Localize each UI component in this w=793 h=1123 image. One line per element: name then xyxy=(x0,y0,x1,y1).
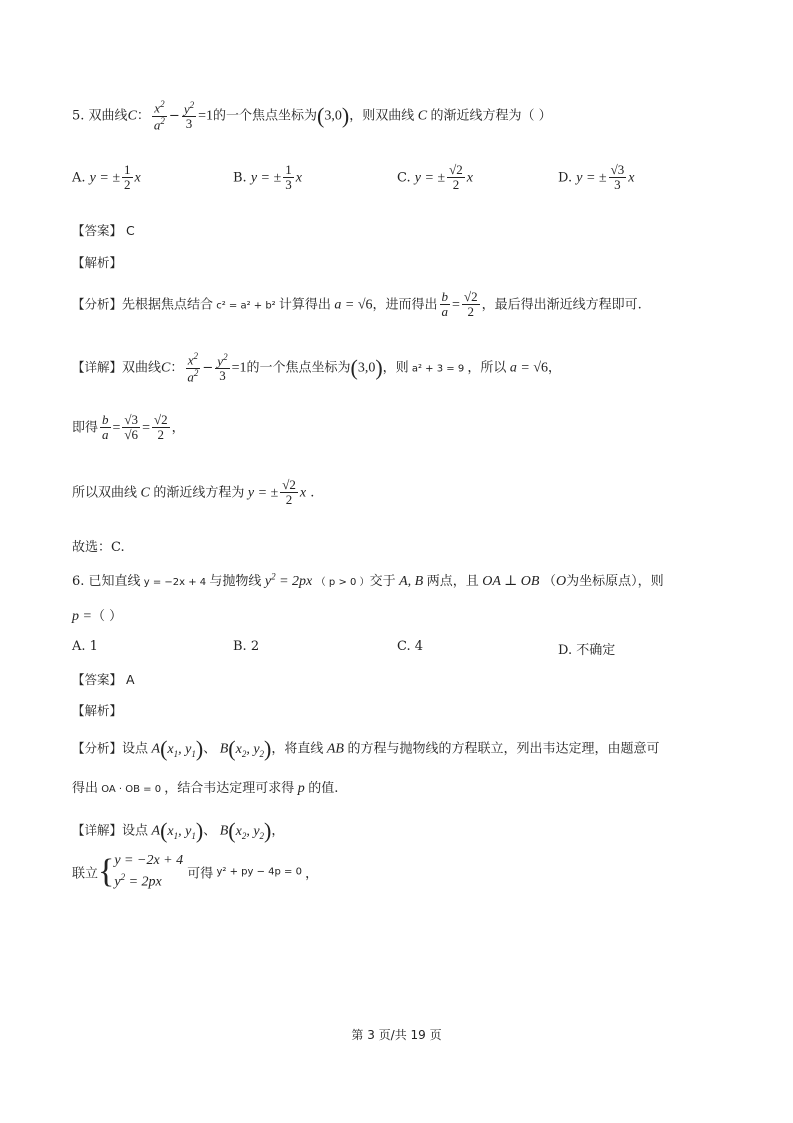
q6-number: 6. xyxy=(72,574,85,589)
q6-fenxi-2: 得出 OA · OB = 0 ，结合韦达定理可求得 p 的值. xyxy=(72,781,339,796)
q5-analysis-label: 【解析】 xyxy=(72,255,123,270)
q6-stem: 6. 已知直线 y = −2x + 4 与抛物线 $y^2 = 2px$ （ p > 0 ）交于 A, B 两点，且 OA ⊥ OB （O为坐标原点），则 xyxy=(72,571,664,589)
q5-option-a: A. y = ± $\frac{1}{2}$ x xyxy=(72,162,141,193)
q6-stem-2: p =（ ） xyxy=(72,609,123,624)
q5-fenxi: 【分析】先根据焦点结合 c² = a² + b² 计算得出 a = √6，进而得出 $\frac{b}{a}$ = $\frac{√2}{2}$ ，最后得出渐近线方程即可. xyxy=(72,289,642,320)
q6-answer: 【答案】 A xyxy=(72,672,135,687)
q6-fenxi: 【分析】设点 $A(x_1$, $y_1$)、 $B(x_2$, $y_2$)，将直线 AB 的方程与抛物线的方程联立，列出韦达定理，由题意可 xyxy=(72,736,660,761)
q6-xiangjie: 【详解】设点 $A(x_1$, $y_1$)、 $B(x_2$, $y_2$)， xyxy=(72,818,285,843)
q5-answer: 【答案】 C xyxy=(72,223,135,238)
page-footer: 第 3 页/共 19 页 xyxy=(351,1028,442,1042)
q6-option-b: B. 2 xyxy=(233,639,260,654)
q6-lianli: 联立{ y = −2x + 4 $y^2 = 2px$ 可得 y² + py − 4p = 0 ， xyxy=(72,853,319,891)
q5-option-c: C. y = ± $\frac{√2}{2}$ x xyxy=(397,162,473,193)
q6-option-a: A. 1 xyxy=(72,639,98,654)
q5-suoyi: 所以双曲线 C 的渐近线方程为 y = ± $\frac{√2}{2}$ x . xyxy=(72,477,315,508)
q5-guxuan: 故选：C. xyxy=(72,540,125,555)
q5-option-b: B. y = ± $\frac{1}{3}$ x xyxy=(233,162,302,193)
q6-option-d: D. 不确定 xyxy=(558,643,616,658)
q5-xiangjie: 【详解】双曲线C： $\frac{x^2}{a^2}$ − $\frac{y^2}{3}$ =1的一个焦点坐标为(3,0)，则 a² + 3 = 9 ，所以 a = √6， xyxy=(72,351,562,384)
q6-analysis-label: 【解析】 xyxy=(72,703,123,718)
q5-option-d: D. y = ± $\frac{√3}{3}$ x xyxy=(558,162,635,193)
q5-number: 5. xyxy=(72,108,85,124)
q5-jide: 即得 $\frac{b}{a}$ = $\frac{√3}{√6}$ = $\frac{√2}{2}$ ， xyxy=(72,412,185,443)
q6-option-c: C. 4 xyxy=(397,639,424,654)
q5-stem: 5. 双曲线C： $\frac{x^2}{a^2}$ − $\frac{y^2}{3}$ =1的一个焦点坐标为(3,0)，则双曲线 C 的渐近线方程为（ ） xyxy=(72,99,552,132)
